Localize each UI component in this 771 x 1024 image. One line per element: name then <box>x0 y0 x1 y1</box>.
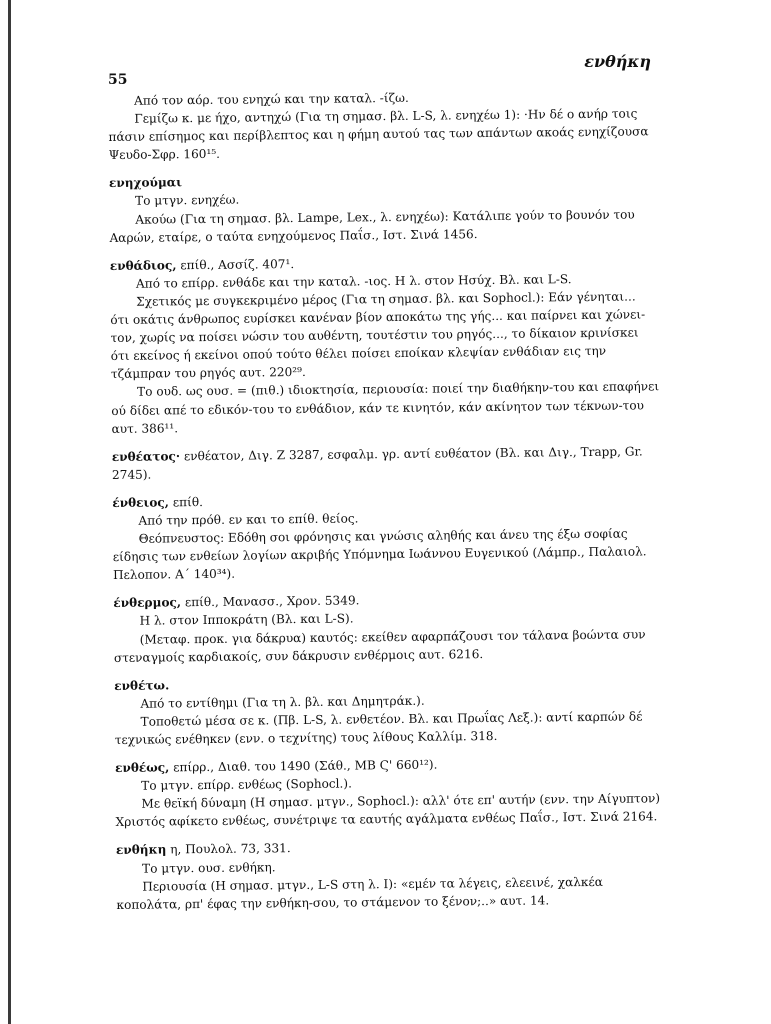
entry-line: Το μτγν. ενηχέω. <box>135 193 240 209</box>
entry-line: Από την πρόθ. εν και το επίθ. θείος. <box>138 511 359 528</box>
entry-line: Τοποθετώ μέσα σε κ. (Πβ. L-S, λ. ενθετέον. Βλ. και Πρωΐας Λεξ.): αντί καρπών δέ τεχνικώς ενέθηκεν (ενν. ο τεχνίτης) τους λίθους Καλλίμ. 318. <box>114 709 643 747</box>
headword: ενθέατος· <box>111 448 181 464</box>
entry-line: Γεμίζω κ. με ήχο, αντηχώ (Για τη σημασ. βλ. L-S, λ. ενηχέω 1): ·Ην δέ ο ανήρ τοις πάσιν επίσημος και περίβλεπτος και η φήμη αυτού τας των απάντων ακοάς ενηχίζουσα Ψευδο-Σφρ. 160¹⁵. <box>108 106 649 163</box>
entry-line: Η λ. στον Ιπποκράτη (Βλ. και L-S). <box>139 611 354 629</box>
entry-line: Το μτγν. ουσ. ενθήκη. <box>142 859 276 876</box>
dictionary-text <box>108 86 665 914</box>
entry-line: Περιουσία (Η σημασ. μτγν., L-S στη λ. Ι): «εμέν τα λέγεις, ελεεινέ, χαλκέα κοπολάτα, ρπ' έφας την ενθήκη-σου, το στάμενον το ξένον;..» αυτ. 14. <box>116 874 603 912</box>
entry-line: Θεόπνευστος: Εδόθη σοι φρόνησις και γνώσις αληθής και άνευ της έξω σοφίας είδησις των ενθείων λογίων ακριβής Υπόμνημα Ιωάννου Ευγενικού (Λάμπρ., Παλαιολ. Πελοπον. Α΄ 140³⁴). <box>112 526 647 583</box>
headword: ενθάδιος, <box>109 258 177 273</box>
page-binding-edge <box>8 0 11 1024</box>
headword-line <box>112 442 660 484</box>
headword: ενθέως, <box>115 760 170 776</box>
entry-line: Το ουδ. ως ουσ. = (πιθ.) ιδιοκτησία, περιουσία: ποιεί την διαθήκην-του και επαφήνει ού δίδει απέ το εδικόν-του το ενθάδιον, κάν τε κινητόν, κάν ακίνητον των τέκνων-του αυτ. 386¹¹. <box>111 379 660 436</box>
entry-line: Από το επίρρ. ενθάδε και την καταλ. -ιος. Η λ. στον Ησύχ. Βλ. και L-S. <box>135 271 572 291</box>
entry-line: Με θεϊκή δύναμη (Η σημασ. μτγν., Sophocl.): αλλ' ότε επ' αυτήν (ενν. την Αίγυπτον) Χριστός αφίκετο ενθέως, συνέτριψε τα εαυτής αγάλματα ενθέως Παΐσ., Ιστ. Σινά 2164. <box>115 791 661 830</box>
entry-line: Ακούω (Για τη σημασ. βλ. Lampe, Lex., λ. ενηχέω): Κατάλιπε γούν το βουνόν του Ααρών, εταίρε, ο ταύτα ενηχούμενος Παΐσ., Ιστ. Σινά 1456. <box>109 207 635 245</box>
headword-meta: επίθ., Ασσίζ. 407¹. <box>180 256 295 273</box>
headword: ενηχούμαι <box>108 175 182 191</box>
entry-line: Από το εντίθημι (Για τη λ. βλ. και Δημητράκ.). <box>140 693 425 711</box>
entry-line: Από τον αόρ. του ενηχώ και την καταλ. -ίζω. <box>134 90 409 108</box>
entry-line: Σχετικός με συγκεκριμένο μέρος (Για τη σημασ. βλ. και Sophocl.): Εάν γένηται... ότι οκάτις άνθρωπος ευρίσκει κανέναν βίον αποκάτω της γής... και παίρνει και χώνει-τον, χωρίς να ποίσει νώσιν του αυθέντη, τουτέστιν του ρηγός..., το δίκαιον κρινίσκει ότι εκείνος ή εκείνοι οπού τούτο θέλει ποίσει εποίκαν κλεψίαν ενθάδιαν εις την τζάμπραν του ρηγός αυτ. 220²⁹. <box>110 289 646 382</box>
headword-meta: επίθ. <box>172 494 203 510</box>
page-number: 55 <box>108 72 128 88</box>
headword: ενθέτω. <box>114 678 170 693</box>
running-head: ενθήκη <box>584 52 651 71</box>
headword-meta: επίθ., Μανασσ., Χρον. 5349. <box>184 593 360 610</box>
headword: ενθήκη <box>115 842 167 858</box>
headword: ένθειος, <box>112 495 170 510</box>
headword-meta: η, Πουλολ. 73, 331. <box>170 841 291 857</box>
headword-meta: επίρρ., Διαθ. του 1490 (Σάθ., MB Ϛ' 660¹²). <box>173 757 438 775</box>
headword: ένθερμος, <box>113 595 182 611</box>
headword-meta: ενθέατον, Διγ. Ζ 3287, εσφαλμ. γρ. αντί ευθέατον (Βλ. και Διγ., Trapp, Gr. 2745). <box>111 444 643 482</box>
entry-line: Το μτγν. επίρρ. ενθέως (Sophocl.). <box>141 776 353 793</box>
entry-line: (Μεταφ. προκ. για δάκρυα) καυτός: εκείθεν αφαρπάζουσι τον τάλανα βοώντα συν στεναγμοίς καρδιακοίς, συν δάκρυσιν ενθέρμοις αυτ. 6216. <box>113 626 646 665</box>
